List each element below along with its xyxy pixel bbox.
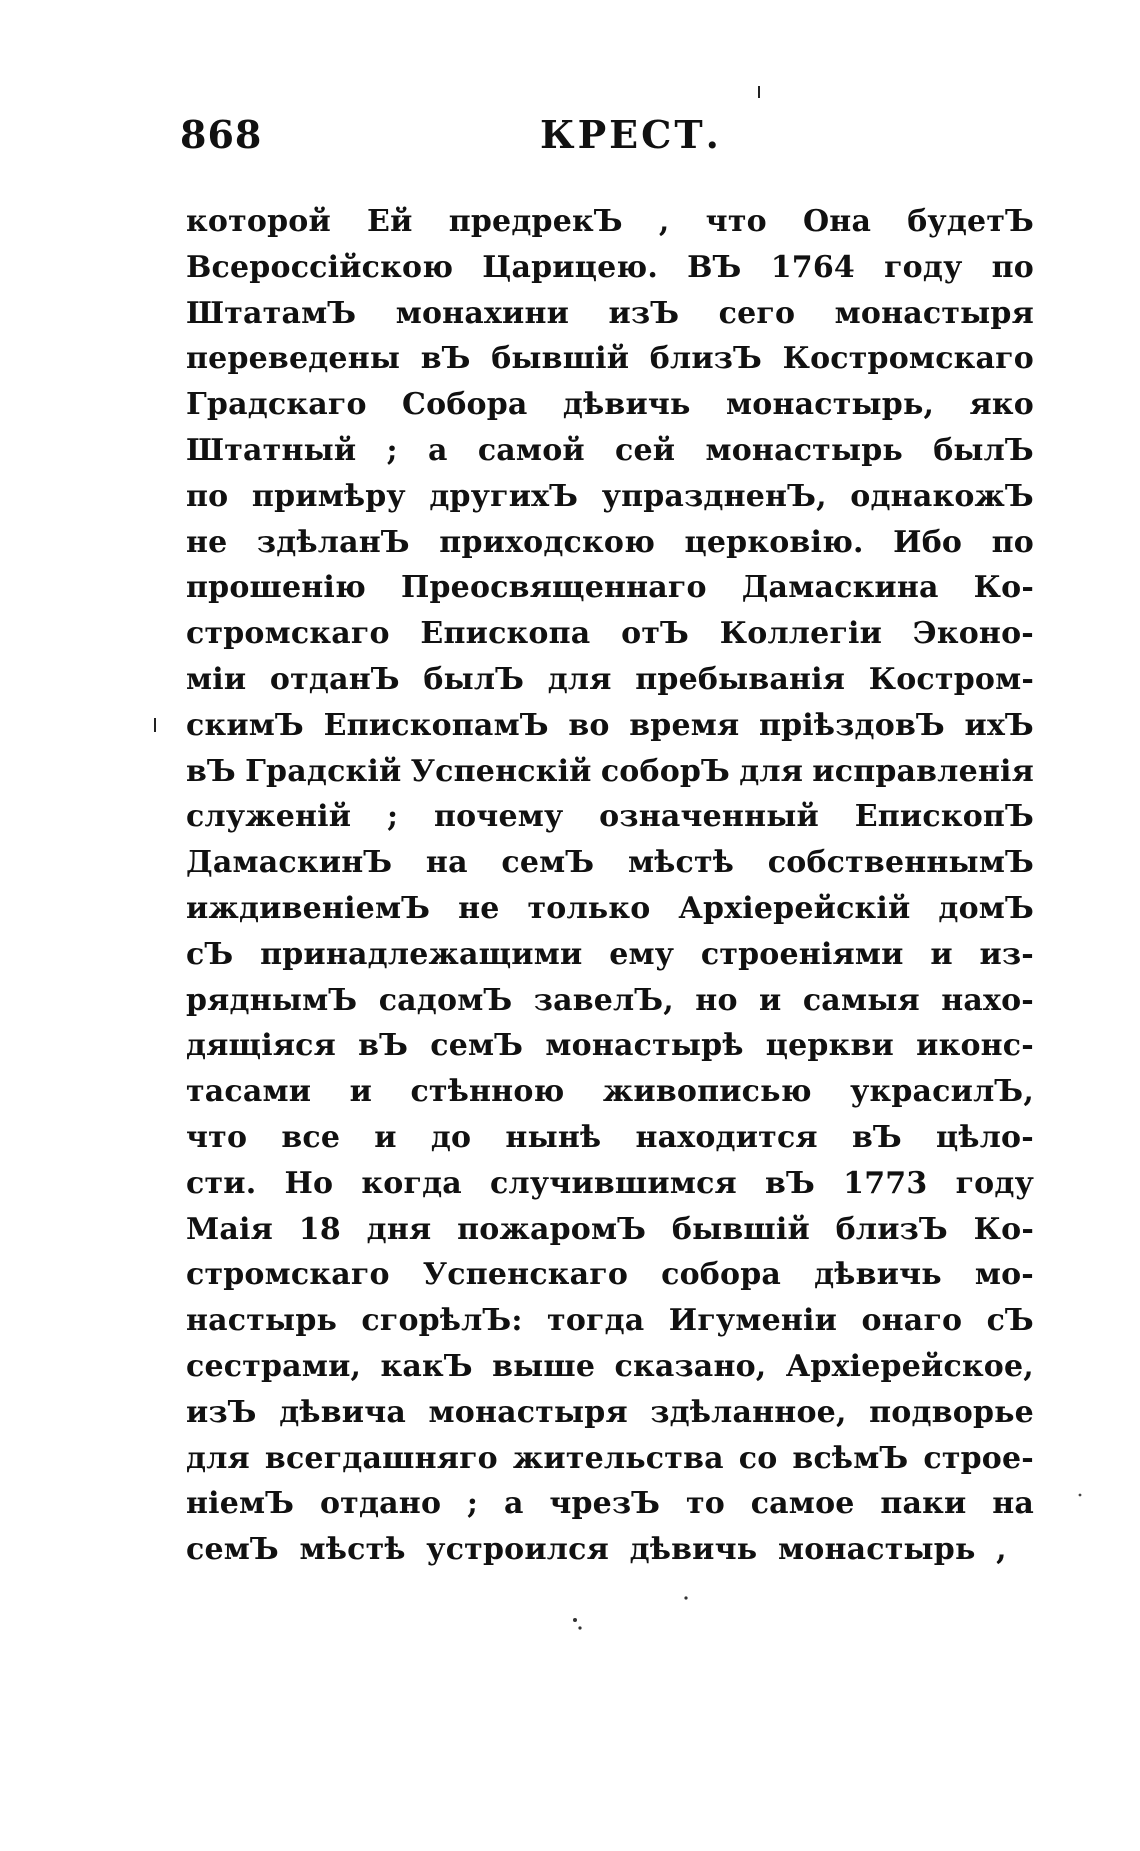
word: вЪ — [851, 1119, 902, 1155]
word: однакожЪ — [850, 478, 1034, 514]
word: предрекЪ — [448, 204, 623, 239]
word: Всероссійскою — [186, 249, 454, 285]
word: не — [458, 890, 500, 926]
word: ніемЪ — [186, 1486, 295, 1522]
word: сгорѣлЪ: — [361, 1303, 523, 1339]
word: Костром- — [868, 661, 1034, 697]
text-line — [186, 296, 1034, 342]
speck-mark — [573, 1618, 577, 1622]
word: на — [425, 845, 468, 881]
word: отЪ — [621, 616, 690, 652]
text-line — [186, 433, 1034, 479]
word: и — [759, 982, 782, 1018]
word: году — [955, 1165, 1034, 1201]
word: дѣвича — [279, 1394, 406, 1430]
word: Ибо — [893, 524, 963, 560]
word: дѣвичь — [562, 387, 691, 423]
word: какЪ — [380, 1348, 473, 1384]
word: до — [430, 1119, 472, 1155]
word: сЪ — [186, 936, 234, 972]
word: ; — [466, 1486, 479, 1522]
word: ВЪ — [687, 249, 742, 285]
word: всегдашняго — [264, 1440, 498, 1476]
word: случившимся — [490, 1165, 737, 1201]
word: домЪ — [938, 890, 1034, 926]
word: Дамаскина — [741, 570, 939, 606]
word: Успенскаго — [422, 1257, 629, 1293]
word: будетЪ — [907, 204, 1034, 239]
word: ему — [609, 936, 675, 972]
word: выше — [492, 1348, 596, 1384]
word: Маія — [186, 1211, 274, 1247]
word: по — [991, 524, 1034, 560]
word: во — [568, 707, 610, 743]
text-line — [186, 662, 1034, 708]
text-line — [186, 891, 1034, 937]
word: Ко- — [973, 1211, 1034, 1247]
word: почему — [433, 799, 564, 835]
word: находится — [635, 1119, 818, 1155]
word: Но — [284, 1165, 334, 1201]
word: Костромскаго — [782, 341, 1034, 377]
word: монахини — [395, 295, 570, 331]
word: Она — [802, 204, 872, 239]
text-line — [186, 937, 1034, 983]
text-line — [186, 1532, 1034, 1578]
text-line — [186, 250, 1034, 296]
word: , — [658, 204, 670, 239]
word: на — [992, 1486, 1034, 1522]
word: монастырь — [705, 432, 903, 468]
word: монастыря — [834, 295, 1034, 331]
word: приходскою — [439, 524, 656, 560]
word: вЪ — [358, 1028, 409, 1064]
word: мѣстѣ — [627, 845, 735, 881]
word: по — [186, 478, 229, 514]
word: которой — [186, 204, 331, 239]
word: Царицею. — [482, 249, 659, 285]
word: Архіерейское, — [785, 1348, 1034, 1384]
word: сти. — [186, 1165, 257, 1201]
word: ШтатамЪ — [186, 295, 357, 331]
word: нынѣ — [505, 1119, 602, 1155]
word: 18 — [298, 1211, 341, 1247]
word: самыя — [802, 982, 920, 1018]
word: время — [629, 707, 740, 743]
word: всѣмЪ — [792, 1440, 909, 1476]
word: бывшій — [491, 341, 630, 377]
word: скимЪ — [186, 707, 304, 743]
word: а — [503, 1486, 524, 1522]
word: церковію. — [684, 524, 864, 560]
word: упраздненЪ, — [601, 478, 827, 514]
word: Игуменіи — [668, 1303, 838, 1339]
word: и — [930, 936, 953, 972]
text-line — [186, 1441, 1034, 1487]
text-line — [186, 1349, 1034, 1395]
text-line — [186, 1395, 1034, 1441]
text-line — [186, 1074, 1034, 1120]
word: подворье — [869, 1394, 1034, 1430]
word: стѣнною — [410, 1074, 565, 1110]
word: ДамаскинЪ — [186, 845, 393, 881]
word: со — [738, 1440, 778, 1476]
word: здѣланЪ — [256, 524, 410, 560]
word: живописью — [602, 1074, 812, 1110]
speck-mark — [578, 1626, 581, 1629]
word: не — [186, 524, 228, 560]
word: для — [186, 1440, 250, 1476]
word: стромскаго — [186, 1257, 390, 1293]
text-line — [186, 1486, 1034, 1532]
word: цѣло- — [936, 1119, 1034, 1155]
word: строе- — [923, 1440, 1034, 1476]
word: былЪ — [933, 432, 1034, 468]
word: строеніями — [700, 936, 904, 972]
word: чрезЪ — [549, 1486, 661, 1522]
word: отданЪ — [269, 661, 400, 697]
word: самой — [477, 432, 585, 468]
word: вЪ — [765, 1165, 815, 1201]
word: Штатный — [186, 432, 357, 468]
text-line — [186, 525, 1034, 571]
word: году — [884, 249, 963, 285]
word: монастыря — [428, 1394, 628, 1430]
word: но — [695, 982, 738, 1018]
word: прошенію — [186, 570, 366, 606]
word: украсилЪ, — [850, 1074, 1034, 1110]
word: близЪ — [835, 1211, 948, 1247]
word: по — [991, 249, 1034, 285]
word: иконс- — [916, 1028, 1034, 1064]
line-text: семЪ мѣстѣ устроился дѣвичь монастырь , — [186, 1532, 1007, 1568]
word: ихЪ — [964, 707, 1034, 743]
word: только — [527, 890, 651, 926]
word: примѣру — [251, 478, 406, 514]
word: церкви — [765, 1028, 894, 1064]
word: близЪ — [649, 341, 763, 377]
word: бывшій — [671, 1211, 810, 1247]
word: сей — [615, 432, 676, 468]
word: завелЪ, — [533, 982, 674, 1018]
word: из- — [979, 936, 1034, 972]
word: дящіяся — [186, 1028, 337, 1064]
word: сказано, — [614, 1348, 767, 1384]
speck-mark — [1079, 1494, 1082, 1497]
word: для — [547, 661, 612, 697]
text-line — [186, 799, 1034, 845]
text-line — [186, 1166, 1034, 1212]
word: изЪ — [608, 295, 680, 331]
word: 1773 — [843, 1165, 928, 1201]
word: ЕпископамЪ — [323, 707, 549, 743]
word: что — [705, 204, 767, 239]
word: Градскаго — [186, 387, 367, 423]
word: Успенскій — [410, 753, 592, 789]
word: здѣланное, — [650, 1394, 847, 1430]
word: настырь — [186, 1303, 338, 1339]
running-head: КРЕСТ. — [540, 112, 722, 157]
word: сЪ — [986, 1303, 1034, 1339]
word: Коллегіи — [719, 616, 883, 652]
speck-mark — [154, 718, 156, 732]
word: Градскій — [245, 753, 402, 789]
word: монастырь, — [725, 387, 935, 423]
word: ; — [386, 799, 399, 835]
word: изЪ — [186, 1394, 257, 1430]
text-line — [186, 204, 1034, 250]
word: и — [374, 1119, 397, 1155]
word: то — [685, 1486, 725, 1522]
text-line — [186, 387, 1034, 433]
word: Епископа — [420, 616, 591, 652]
word: принадлежащими — [260, 936, 583, 972]
word: жительства — [512, 1440, 724, 1476]
word: вЪ — [186, 753, 236, 789]
word: исправленія — [812, 753, 1034, 789]
speck-mark — [758, 86, 760, 98]
word: собора — [661, 1257, 782, 1293]
word: отдано — [319, 1486, 442, 1522]
text-line — [186, 1028, 1034, 1074]
text-line — [186, 1303, 1034, 1349]
word: семЪ — [501, 845, 595, 881]
word: монастырѣ — [545, 1028, 744, 1064]
word: пріѣздовЪ — [758, 707, 945, 743]
word: что — [186, 1119, 248, 1155]
word: Ей — [367, 204, 413, 239]
word: ЕпископЪ — [854, 799, 1034, 835]
word: былЪ — [423, 661, 525, 697]
word: другихЪ — [429, 478, 579, 514]
text-line — [186, 754, 1034, 800]
word: яко — [969, 387, 1034, 423]
word: сестрами, — [186, 1348, 362, 1384]
text-line — [186, 1257, 1034, 1303]
text-line — [186, 1212, 1034, 1258]
word: дѣвичь — [814, 1257, 942, 1293]
word: пребыванія — [635, 661, 846, 697]
word: вЪ — [420, 341, 471, 377]
word: Преосвященнаго — [400, 570, 707, 606]
word: соборЪ — [600, 753, 730, 789]
word: паки — [880, 1486, 967, 1522]
word: стромскаго — [186, 616, 390, 652]
word: все — [281, 1119, 341, 1155]
word: Ко- — [973, 570, 1034, 606]
word: тогда — [547, 1303, 645, 1339]
word: Собора — [402, 387, 528, 423]
word: сего — [718, 295, 796, 331]
word: пожаромЪ — [457, 1211, 647, 1247]
text-line — [186, 616, 1034, 662]
word: онаго — [861, 1303, 963, 1339]
word: а — [428, 432, 448, 468]
word: служеній — [186, 799, 352, 835]
word: ; — [386, 432, 398, 468]
word: міи — [186, 661, 247, 697]
word: Эконо- — [912, 616, 1034, 652]
word: дня — [366, 1211, 432, 1247]
word: ряднымЪ — [186, 982, 358, 1018]
word: самое — [750, 1486, 855, 1522]
word: иждивеніемЪ — [186, 890, 431, 926]
text-line — [186, 708, 1034, 754]
word: собственнымЪ — [767, 845, 1034, 881]
word: когда — [361, 1165, 462, 1201]
word: означенный — [599, 799, 819, 835]
text-line — [186, 1120, 1034, 1166]
text-line — [186, 479, 1034, 525]
speck-mark — [684, 1596, 687, 1599]
text-line — [186, 341, 1034, 387]
word: нахо- — [941, 982, 1034, 1018]
word: для — [739, 753, 804, 789]
page-number: 868 — [180, 112, 263, 157]
text-line — [186, 570, 1034, 616]
word: 1764 — [770, 249, 855, 285]
word: мо- — [974, 1257, 1034, 1293]
word: садомЪ — [378, 982, 513, 1018]
body-text — [186, 204, 1034, 1578]
word: тасами — [186, 1074, 312, 1110]
text-line — [186, 845, 1034, 891]
word: семЪ — [430, 1028, 524, 1064]
word: переведены — [186, 341, 401, 377]
word: и — [349, 1074, 373, 1110]
text-line — [186, 983, 1034, 1029]
word: Архіерейскій — [678, 890, 911, 926]
